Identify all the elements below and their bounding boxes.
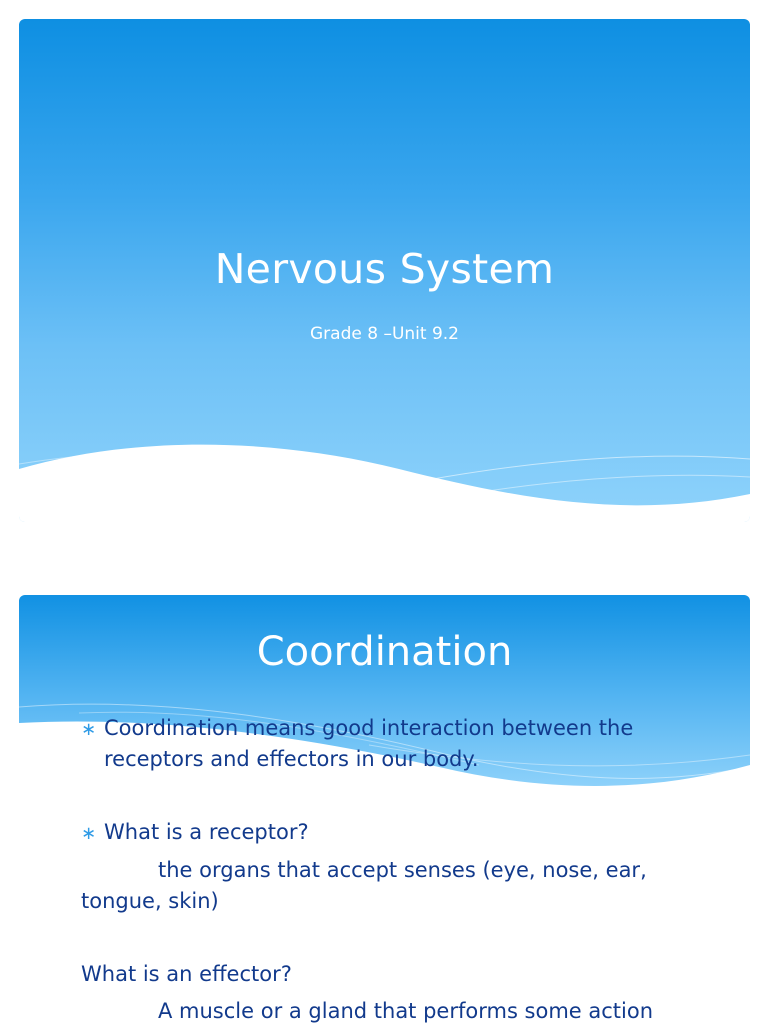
slide-title: Nervous System [214, 245, 555, 293]
bullet-text-line: Coordination means good interaction between the [104, 716, 634, 740]
question-text: What is an effector? [81, 962, 292, 986]
asterisk-bullet-icon: ∗ [81, 823, 97, 844]
answer-text-line: tongue, skin) [81, 889, 219, 913]
bullet-question: What is a receptor? [104, 820, 309, 844]
title-slide [19, 19, 750, 522]
slide-heading: Coordination [256, 629, 513, 675]
answer-text-line: the organs that accept senses (eye, nose, ear, [158, 858, 647, 882]
asterisk-bullet-icon: ∗ [81, 719, 97, 740]
bullet-text-line: receptors and effectors in our body. [104, 747, 479, 771]
slide-subtitle: Grade 8 –Unit 9.2 [310, 324, 459, 344]
answer-text-line: A muscle or a gland that performs some action [158, 999, 654, 1023]
content-slide [19, 595, 750, 1024]
